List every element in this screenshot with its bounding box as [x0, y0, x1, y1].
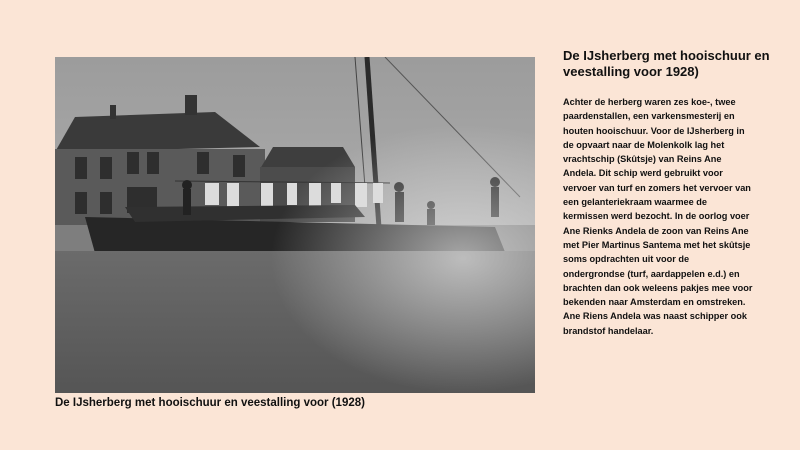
slide-body-text: Achter de herberg waren zes koe-, twee paardenstallen, een varkensmesterij en houten hooischuur. Voor de IJsherberg in de opvaart naar de Molenkolk lag het vrachtschip (Skûtsje) van Reins Ane Andela. Dit schip werd gebruikt voor vervoer van turf en zomers het vervoer van een gelanteriekraam waarmee de kermissen werd bezocht. In de oorlog voer Ane Rienks Andela de zoon van Reins Ane met Pier Martinus Santema met het skûtsje soms opdrachten uit voor de ondergrondse (turf, aardappelen e.d.) en brachten dan ook weleens pakjes mee voor bekenden naar Amsterdam en omstreken. Ane Riens Andela was naast schipper ook brandstof handelaar. [563, 97, 753, 336]
photo-caption: De IJsherberg met hooischuur en veestalling voor (1928) [55, 397, 365, 409]
slide-title: De IJsherberg met hooischuur en veestalling voor 1928) [563, 48, 770, 79]
historic-photo [55, 57, 535, 393]
photo-illustration [55, 57, 535, 393]
